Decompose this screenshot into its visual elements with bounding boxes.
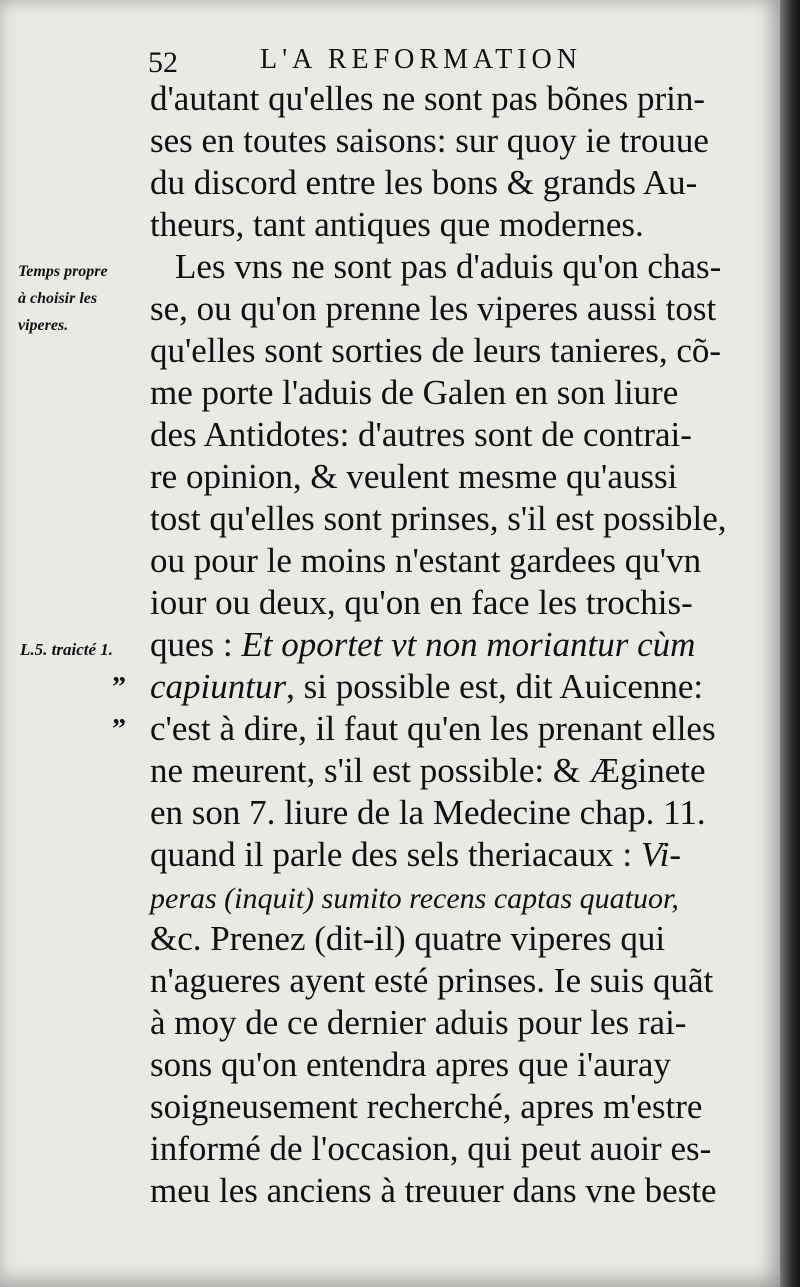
text-line: theurs, tant antiques que modernes. (150, 205, 644, 244)
page-edge-shadow (780, 0, 800, 1287)
text-span: ques : (150, 625, 242, 664)
text-line: à moy de ce dernier aduis pour les rai- (150, 1003, 687, 1042)
latin-quote: Vi- (640, 835, 681, 874)
text-line: ne meurent, s'il est possible: & Æginete (150, 751, 706, 790)
margin-note-line: viperes. (18, 317, 69, 334)
quote-mark: ” (112, 714, 126, 745)
quote-mark: ” (112, 672, 126, 703)
body-text (150, 78, 727, 1212)
latin-quote: capiuntur (150, 667, 287, 706)
text-line: sons qu'on entendra apres que i'auray (150, 1045, 671, 1084)
text-line: c'est à dire, il faut qu'en les prenant elles (150, 709, 716, 748)
latin-quote: peras (inquit) sumito recens captas quatuor, (150, 882, 679, 915)
text-line: du discord entre les bons & grands Au- (150, 163, 698, 202)
margin-reference: L.5. traicté 1. (20, 640, 114, 659)
text-line: en son 7. liure de la Medecine chap. 11. (150, 793, 706, 832)
text-line: iour ou deux, qu'on en face les trochis- (150, 583, 693, 622)
text-line: ou pour le moins n'estant gardees qu'vn (150, 541, 702, 580)
text-line: soigneusement recherché, apres m'estre (150, 1087, 703, 1126)
text-line: meu les anciens à treuuer dans vne beste (150, 1171, 717, 1210)
margin-note-line: Temps propre (18, 263, 108, 280)
text-span: , si possible est, dit Auicenne: (286, 667, 704, 706)
running-title: L'A REFORMATION (260, 44, 582, 75)
text-line-viperas (150, 876, 720, 918)
latin-quote: Et oportet vt non moriantur cùm (241, 625, 696, 664)
text-span: quand il parle des sels theriacaux : (150, 835, 641, 874)
text-line: n'agueres ayent esté prinses. Ie suis quãt (150, 961, 714, 1000)
text-line: tost qu'elles sont prinses, s'il est possible, (150, 499, 727, 538)
text-line: des Antidotes: d'autres sont de contrai- (150, 415, 692, 454)
text-line: me porte l'aduis de Galen en son liure (150, 373, 679, 412)
text-line: d'autant qu'elles ne sont pas bõnes prin- (150, 79, 705, 118)
text-line: re opinion, & veulent mesme qu'aussi (150, 457, 678, 496)
text-line: qu'elles sont sorties de leurs tanieres, cõ- (150, 331, 722, 370)
text-line: Les vns ne sont pas d'aduis qu'on chas- (175, 247, 722, 286)
text-line-vi (150, 834, 720, 876)
margin-note (18, 258, 108, 339)
text-line: se, ou qu'on prenne les viperes aussi tost (150, 289, 717, 328)
text-line-capiuntur (150, 666, 720, 708)
margin-column (0, 0, 150, 1287)
text-line: ses en toutes saisons: sur quoy ie trouue (150, 121, 709, 160)
page-number: 52 (148, 46, 178, 79)
text-line: &c. Prenez (dit-il) quatre viperes qui (150, 919, 666, 958)
margin-note-line: à choisir les (18, 290, 98, 307)
text-line: informé de l'occasion, qui peut auoir es- (150, 1129, 712, 1168)
text-line-quote (150, 624, 720, 666)
